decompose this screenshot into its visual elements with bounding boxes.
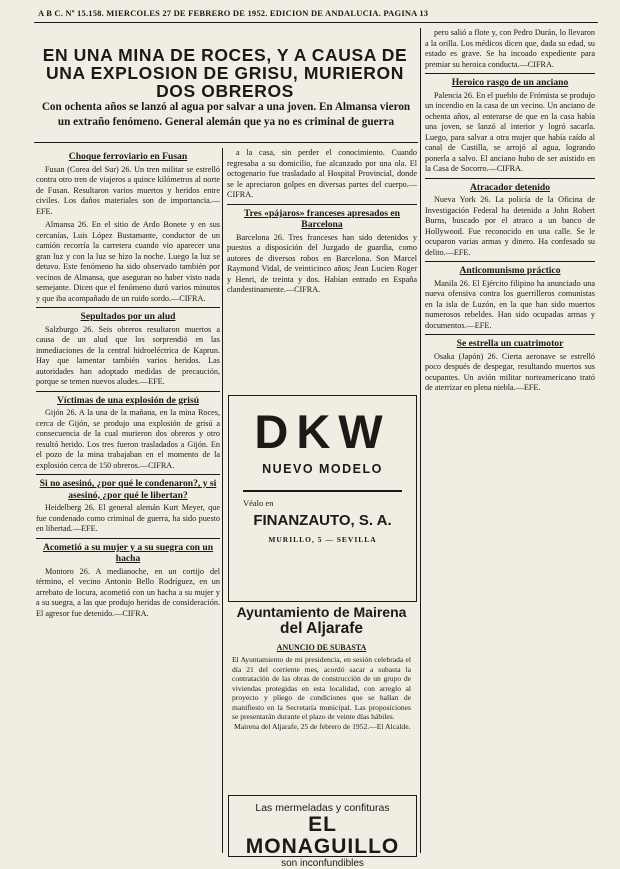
article <box>425 338 595 394</box>
lead-headline <box>34 46 416 100</box>
article-headline: Tres «pájaros» franceses apresados en Barcelona <box>244 207 400 230</box>
article-headline: Anticomunismo práctico <box>459 265 561 276</box>
dkw-logo: DKW <box>254 405 391 458</box>
notice-subtitle: ANUNCIO DE SUBASTA <box>276 643 367 652</box>
article-headline: Choque ferroviario en Fusan <box>68 151 188 162</box>
dkw-model: NUEVO MODELO <box>262 462 383 476</box>
monaguillo-line-1: Las mermeladas y confituras <box>255 802 390 814</box>
article <box>36 151 220 217</box>
article <box>36 220 220 304</box>
dkw-address: MURILLO, 5 — SEVILLA <box>268 535 377 544</box>
monaguillo-line-3: son inconfundibles <box>281 858 364 869</box>
divider <box>425 334 595 335</box>
article <box>425 77 595 175</box>
article-body: Almansa 26. En el sitio de Ardo Bonete y en sus cercanías, Luis López Bustamante, conductor de un camión recorría la carretera cuando vio aparecer una gran luz y con la luz se hizo la noche. Luego la luz se detuvo. Este fenómeno ha sido observado también por vecinos de Almansa, que aseguran no haber visto nada semejante. Dicen que el fenómeno duró varios minutos y que iba acompañado de un ruido sordo.—CIFRA. <box>36 220 220 303</box>
article-body: Heidelberg 26. El general alemán Kurt Meyer, que fue condenado como criminal de guerra, ha sido puesto en libertad.—EFE. <box>36 503 220 533</box>
divider <box>36 391 220 392</box>
article-headline: Acometió a su mujer y a su suegra con un hacha <box>42 541 214 564</box>
article-body: a la casa, sin perder el conocimiento. Cuando regresaba a su domicilio, fue alcanzado por una ola. El octogenario fue trasladado al Hospital Provincial, donde se le apreciaron golpes en diversas partes del cuerpo.—CIFRA. <box>227 148 417 199</box>
article-body: Salzburgo 26. Seis obreros resultaron muertos a causa de un alud que los sorprendió en las inmediaciones de la central hidroeléctrica de Kaprun. Hay que lamentar también varios heridos. Las autoridades han adoptado medidas de precaución, porque se temen nuevos aludes.—EFE. <box>36 324 220 386</box>
header-rule <box>34 22 598 23</box>
article <box>36 478 220 535</box>
lead-headline-line-3: DOS OBREROS <box>156 81 294 101</box>
notice-title-line-1: Ayuntamiento de Mairena <box>236 604 407 620</box>
municipal-notice <box>228 604 415 790</box>
column-3 <box>425 28 595 853</box>
divider <box>243 490 402 492</box>
column-rule-2 <box>420 28 421 853</box>
article <box>36 395 220 472</box>
monaguillo-brand: EL MONAGUILLO <box>245 813 400 858</box>
article-headline: Atracador detenido <box>469 181 551 193</box>
article <box>36 542 220 620</box>
dkw-advertisement <box>228 395 417 602</box>
article-headline: Víctimas de una explosión de grisú <box>56 394 200 406</box>
dkw-dealer: FINANZAUTO, S. A. <box>253 512 392 529</box>
divider <box>425 73 595 74</box>
article-headline: Heroico rasgo de un anciano <box>451 77 569 88</box>
divider <box>36 538 220 539</box>
article <box>36 311 220 388</box>
article-headline: Se estrella un cuatrimotor <box>456 338 564 349</box>
divider <box>425 178 595 179</box>
notice-body: El Ayuntamiento de mi presidencia, en sesión celebrada el día 21 del corriente mes, acordó sacar a subasta la contratación de las obras de construcción de un grupo de viviendas protegidas en esta localidad, con arreglo al proyecto y pliego de condiciones que se hallan de manifiesto en la Secretaría municipal. Las proposiciones se presentarán durante el plazo de veinte días hábiles. <box>232 655 411 721</box>
article <box>425 28 595 70</box>
lead-headline-line-1: EN UNA MINA DE ROCES, Y A CAUSA DE <box>42 45 408 65</box>
article-body: Montoro 26. A medianoche, en un cortijo del término, el vecino Antonio Bello Rodríguez, en un arrebato de locura, acometió con un hacha a su mujer y a su suegra, a las que produjo heridas de consideración. El agresor fue detenido.—CIFRA. <box>36 566 220 618</box>
divider <box>36 474 220 475</box>
divider <box>36 307 220 308</box>
article-body: Gijón 26. A la una de la mañana, en la mina Roces, cerca de Gijón, se produjo una explosión de grisú a consecuencia de la cual murieron dos obreros y otro resultó herido. Los tres fueron trasladados a Gijón. En el pozo de la mina trabajaban en el momento de la explosión cerca de 150 obreros.—CIFRA. <box>36 408 220 470</box>
divider <box>425 261 595 262</box>
article-body: pero salió a flote y, con Pedro Durán, lo llevaron a la orilla. Los médicos dicen que, dada su edad, su estado es grave. Se ha incoado expediente para premiar su heroica conducta.—CIFRA. <box>425 28 595 69</box>
article-body: Nueva York 26. La policía de la Oficina de Investigación Federal ha detenido a John Robert Burns, buscado por el atraco a un banco de Hollywood. Fue reconocido en una calle. Se le ocuparon varias armas y dinero. Ha confesado su delito.—EFE. <box>425 195 595 257</box>
article-body: Palencia 26. En el pueblo de Frómista se produjo un incendio en la casa de un vecino. Un anciano de ochenta años, al enterarse de que en la casa había una joven, se lanzó al interior y logró sacarla. Luego, para salvar a otra mujer que había caído al canal de Castilla, se arrojó al agua, logrando ponerla a salvo. El anciano hubo de ser asistido en la Casa de Socorro.—CIFRA. <box>425 90 595 173</box>
article-body: Osaka (Japón) 26. Cierta aeronave se estrelló poco después de despegar, resultando muertos sus ocupantes. Un avión militar norteamericano trató de aterrizar en plena niebla.—EFE. <box>425 351 595 392</box>
lead-rule <box>34 142 418 143</box>
article-body: Barcelona 26. Tres franceses han sido detenidos y puestos a disposición del Juzgado de guardia, como autores de diversos robos en Barcelona. Son Marcel Raymond Vidal, de veinticinco años; Jean Lucien Roger y Henri, de treinta y dos. Habían entrado en España clandestinamente.—CIFRA. <box>227 232 417 294</box>
article-headline: Sepultados por un alud <box>80 311 176 322</box>
article-body: Manila 26. El Ejército filipino ha anunciado una nueva ofensiva contra los guerrilleros comunistas en la isla de Luzón, en la que han sido muertos numerosos rebeldes. Han sido ocupadas armas y documentos.—EFE. <box>425 278 595 330</box>
monaguillo-advertisement <box>228 795 417 869</box>
divider <box>227 204 417 205</box>
article <box>425 182 595 259</box>
lead-deck: Con ochenta años se lanzó al agua por salvar a una joven. En Almansa vieron un extraño fenómeno. General alemán que ya no es criminal de guerra <box>41 101 411 128</box>
dkw-sold-by: Véalo en <box>243 498 274 508</box>
article-headline: Si no asesinó, ¿por qué le condenaron?, y si asesinó, ¿por qué le libertan? <box>39 478 217 501</box>
column-1 <box>36 148 220 853</box>
article <box>425 265 595 331</box>
column-rule-1 <box>222 148 223 853</box>
running-header: A B C. Nº 15.158. MIERCOLES 27 DE FEBRERO DE 1952. EDICION DE ANDALUCIA. PAGINA 13 <box>38 8 429 18</box>
lead-headline-line-2: UNA EXPLOSION DE GRISU, MURIERON <box>46 63 404 83</box>
article-body: Fusan (Corea del Sur) 26. Un tren militar se estrelló contra otro tren de viajeros a quince kilómetros al norte de Fusan. Resultaron varios muertos y heridos entre civiles. Los daños materiales son de importancia.—EFE. <box>36 164 220 216</box>
notice-signature: Mairena del Aljarafe, 25 de febrero de 1952.—El Alcalde. <box>234 721 411 731</box>
column-2 <box>227 148 417 394</box>
notice-title-line-2: del Aljarafe <box>280 620 363 637</box>
